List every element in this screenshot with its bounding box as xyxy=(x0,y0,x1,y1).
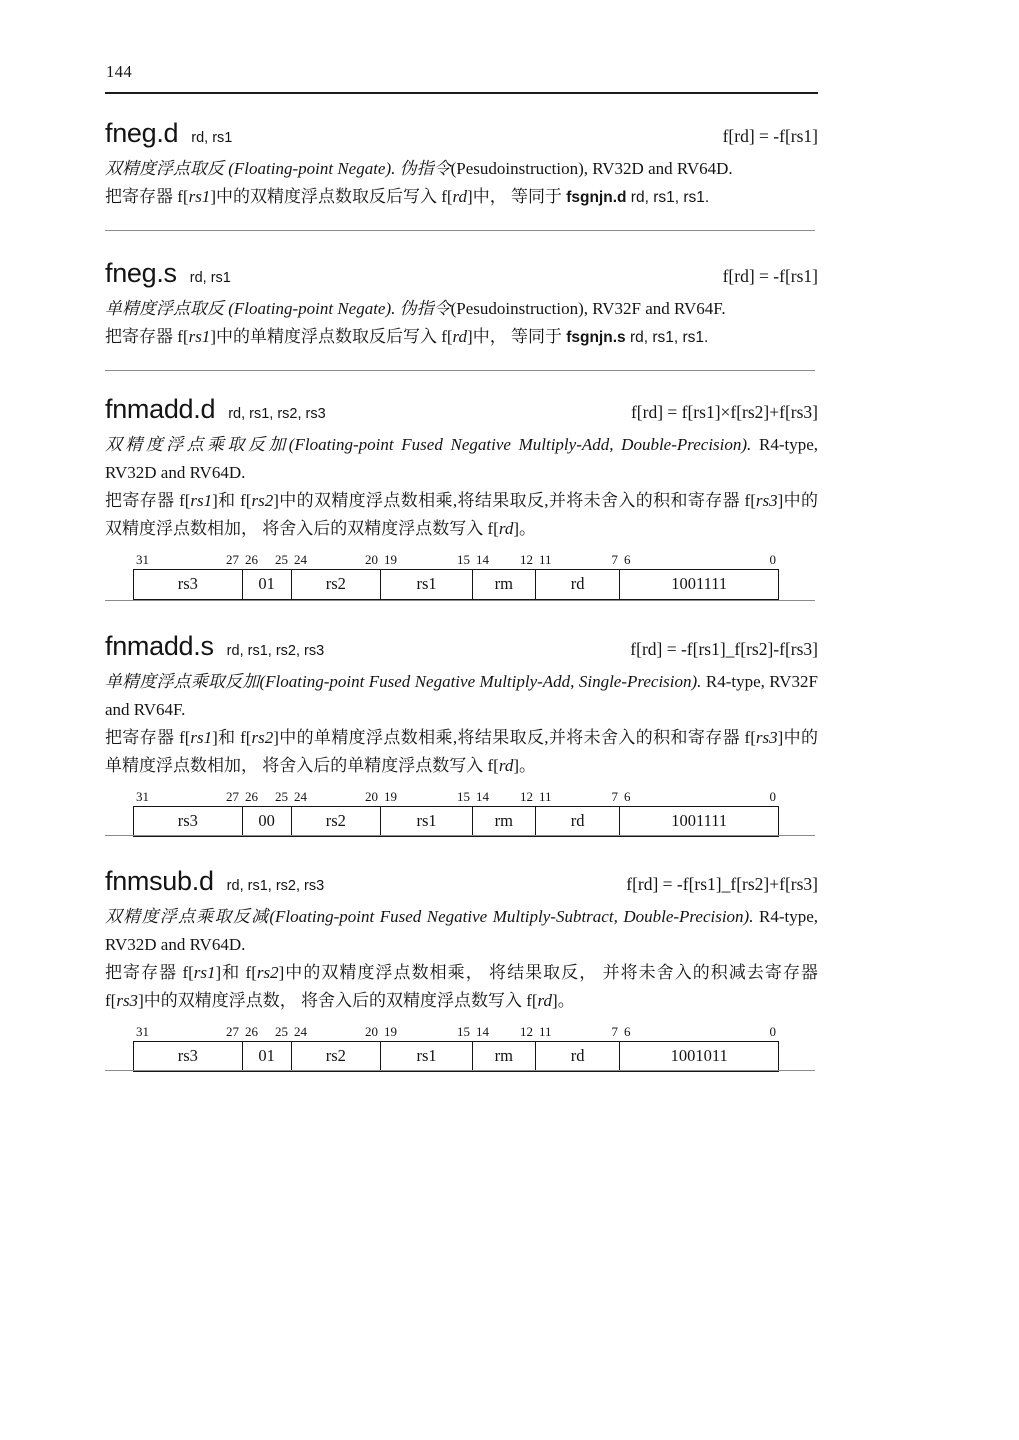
text-segment: R4-type, RV32D and RV64D. xyxy=(105,907,819,954)
bit-field-cell: rm xyxy=(473,570,536,599)
text-segment: ]。 xyxy=(513,519,536,538)
section-divider xyxy=(105,835,815,836)
text-segment: 双精度浮点取反 xyxy=(105,159,229,178)
bit-range-label xyxy=(473,552,536,569)
instruction-description xyxy=(105,295,818,323)
bit-index: 0 xyxy=(769,789,776,804)
bit-index: 24 xyxy=(294,552,307,567)
text-segment: rs1 xyxy=(188,327,211,346)
bit-field-cell: rs3 xyxy=(134,807,243,836)
bit-range-label xyxy=(621,552,779,569)
text-segment: (Floating-point Negate). xyxy=(228,299,396,318)
encoding-table xyxy=(133,552,779,600)
instruction-operands: rd, rs1 xyxy=(189,270,231,286)
text-segment: ]中的双精度浮点数， 将舍入后的双精度浮点数写入 f[ xyxy=(138,991,538,1010)
bit-index: 24 xyxy=(294,789,307,804)
text-segment: rs2 xyxy=(251,491,274,510)
instruction-semantics: f[rd] = -f[rs1] xyxy=(722,126,818,146)
bit-index: 26 xyxy=(245,552,258,567)
text-segment: R4-type, RV32D and RV64D. xyxy=(105,435,819,482)
text-segment: rd, rs1, rs1. xyxy=(625,329,709,346)
bit-index: 12 xyxy=(520,789,533,804)
text-segment: ]中的单精度浮点数相乘,将结果取反,并将未舍入的积和寄存器 f[ xyxy=(273,728,756,747)
instruction-operands: rd, rs1, rs2, rs3 xyxy=(228,406,326,422)
instruction-name: fneg.s xyxy=(105,258,177,288)
bit-field-cell: rs3 xyxy=(134,1042,243,1071)
bit-field-cell: rd xyxy=(536,1042,621,1071)
instruction-detail xyxy=(105,323,818,352)
bit-range-label xyxy=(621,789,779,806)
bit-index: 11 xyxy=(539,789,552,804)
instruction-detail xyxy=(105,487,818,543)
text-segment: R4-type, RV32F and RV64F. xyxy=(105,672,818,719)
bit-field-cell: rm xyxy=(473,1042,536,1071)
bit-index: 0 xyxy=(769,552,776,567)
instruction-operands: rd, rs1, rs2, rs3 xyxy=(226,878,325,894)
bit-index: 14 xyxy=(476,1024,489,1039)
bit-range-label xyxy=(291,1024,381,1041)
bit-index: 25 xyxy=(275,789,288,804)
bit-index-labels xyxy=(133,552,779,569)
instruction-section-fnmadd-d xyxy=(105,392,818,600)
text-segment: ]中的单精度浮点数相加， 将舍入后的单精度浮点数写入 f[ xyxy=(105,728,818,775)
bit-index: 31 xyxy=(136,552,149,567)
page-number: 144 xyxy=(106,62,133,81)
bit-index: 6 xyxy=(624,552,631,567)
text-segment: ]和 f[ xyxy=(212,728,252,747)
instruction-section-fnmadd-s xyxy=(105,629,818,837)
text-segment: (Floating-point Fused Negative Multiply-Add, Single-Precision). xyxy=(259,672,702,691)
bit-field-cell: rs2 xyxy=(292,570,382,599)
instruction-description xyxy=(105,431,818,487)
text-segment: rs1 xyxy=(188,187,211,206)
bit-range-label xyxy=(133,1024,242,1041)
encoding-table xyxy=(133,789,779,837)
bit-index: 19 xyxy=(384,552,397,567)
instruction-operands: rd, rs1 xyxy=(191,130,233,146)
bit-field-cell: 1001011 xyxy=(670,1046,728,1065)
bit-range-label xyxy=(536,789,621,806)
bit-index: 0 xyxy=(769,1024,776,1039)
bit-range-label xyxy=(242,552,291,569)
text-segment: rs3 xyxy=(116,991,139,1010)
bit-range-label xyxy=(381,1024,473,1041)
text-segment: ]中的双精度浮点数取反后写入 f[ xyxy=(210,187,453,206)
bit-field-cell: rm xyxy=(473,807,536,836)
bit-index: 6 xyxy=(624,789,631,804)
section-divider xyxy=(105,600,815,601)
instruction-section-fneg-s xyxy=(105,256,818,352)
instruction-semantics: f[rd] = -f[rs1] xyxy=(722,266,818,286)
bit-index-labels xyxy=(133,789,779,806)
bit-field-cell: rs2 xyxy=(292,1042,382,1071)
instruction-name: fneg.d xyxy=(105,118,179,148)
text-segment: 单精度浮点乘取反加 xyxy=(105,672,260,691)
bit-index: 20 xyxy=(365,1024,378,1039)
text-segment: rs3 xyxy=(755,491,778,510)
bit-index-labels xyxy=(133,1024,779,1041)
bit-index: 14 xyxy=(476,552,489,567)
text-segment: (Pesudoinstruction), RV32D and RV64D. xyxy=(450,159,733,178)
bit-index: 31 xyxy=(136,789,149,804)
bit-index: 26 xyxy=(245,789,258,804)
text-segment: rs3 xyxy=(755,728,778,747)
text-segment: 单精度浮点取反 xyxy=(105,299,229,318)
text-segment: fsgnjn.s xyxy=(566,329,626,346)
text-segment: (Pesudoinstruction), RV32F and RV64F. xyxy=(450,299,726,318)
instruction-header xyxy=(105,629,818,663)
bit-field-cell: rs1 xyxy=(381,807,473,836)
bit-index: 27 xyxy=(226,552,239,567)
text-segment: ]中的双精度浮点数相乘,将结果取反,并将未舍入的积和寄存器 f[ xyxy=(273,491,756,510)
text-segment: rs2 xyxy=(256,963,279,982)
section-divider xyxy=(105,370,815,371)
bit-index: 19 xyxy=(384,1024,397,1039)
instruction-header xyxy=(105,116,818,150)
instruction-description xyxy=(105,668,818,724)
text-segment: rs1 xyxy=(190,491,213,510)
text-segment: rd xyxy=(452,187,468,206)
instruction-detail xyxy=(105,183,818,212)
bit-field-row xyxy=(133,806,779,837)
bit-range-label xyxy=(133,552,242,569)
bit-index: 31 xyxy=(136,1024,149,1039)
bit-index: 20 xyxy=(365,789,378,804)
bit-field-cell: rd xyxy=(536,807,621,836)
instruction-detail xyxy=(105,724,818,780)
text-segment: ]中的双精度浮点数相加， 将舍入后的双精度浮点数写入 f[ xyxy=(105,491,818,538)
bit-index: 7 xyxy=(611,1024,618,1039)
text-segment: rd xyxy=(498,519,514,538)
instruction-semantics: f[rd] = -f[rs1]_f[rs2]-f[rs3] xyxy=(630,639,818,659)
text-segment: rs2 xyxy=(251,728,274,747)
instruction-description xyxy=(105,155,818,183)
instruction-name: fnmadd.d xyxy=(105,394,216,424)
text-segment: ]和 f[ xyxy=(215,963,257,982)
bit-range-label xyxy=(473,789,536,806)
bit-index: 12 xyxy=(520,1024,533,1039)
bit-field-cell: rs1 xyxy=(381,570,473,599)
text-segment: (Floating-point Fused Negative Multiply-Subtract, Double-Precision). xyxy=(269,907,754,926)
header-rule xyxy=(105,92,818,94)
bit-range-label xyxy=(381,552,473,569)
bit-field-cell: rs1 xyxy=(381,1042,473,1071)
instruction-operands: rd, rs1, rs2, rs3 xyxy=(226,643,325,659)
text-segment: ]。 xyxy=(513,756,536,775)
text-segment: ]中的单精度浮点数取反后写入 f[ xyxy=(210,327,453,346)
text-segment: ]中的双精度浮点数相乘， 将结果取反， 并将未舍入的积减去寄存器 f[ xyxy=(105,963,818,1010)
bit-index: 25 xyxy=(275,1024,288,1039)
instruction-header xyxy=(105,392,818,426)
bit-range-label xyxy=(621,1024,779,1041)
bit-index: 7 xyxy=(611,789,618,804)
text-segment: ]中， 等同于 xyxy=(467,187,567,206)
bit-range-label xyxy=(536,1024,621,1041)
section-divider xyxy=(105,230,815,231)
instruction-detail xyxy=(105,959,818,1015)
text-segment: ]中， 等同于 xyxy=(467,327,567,346)
text-segment: ]和 f[ xyxy=(212,491,252,510)
bit-index: 12 xyxy=(520,552,533,567)
bit-index: 19 xyxy=(384,789,397,804)
bit-index: 6 xyxy=(624,1024,631,1039)
bit-range-label xyxy=(242,1024,291,1041)
bit-field-cell: 01 xyxy=(243,1042,292,1071)
bit-index: 11 xyxy=(539,1024,552,1039)
bit-range-label xyxy=(473,1024,536,1041)
text-segment: ]。 xyxy=(552,991,575,1010)
instruction-semantics: f[rd] = -f[rs1]_f[rs2]+f[rs3] xyxy=(626,874,818,894)
bit-index: 15 xyxy=(457,552,470,567)
bit-range-label xyxy=(242,789,291,806)
instruction-section-fnmsub-d xyxy=(105,864,818,1072)
bit-index: 25 xyxy=(275,552,288,567)
text-segment: rd xyxy=(537,991,553,1010)
text-segment: 把寄存器 f[ xyxy=(105,327,189,346)
bit-index: 27 xyxy=(226,1024,239,1039)
instruction-description xyxy=(105,903,818,959)
bit-field-row xyxy=(133,1041,779,1072)
text-segment: 把寄存器 f[ xyxy=(105,187,189,206)
section-divider xyxy=(105,1070,815,1071)
text-segment: rd xyxy=(498,756,514,775)
text-segment: 伪指令 xyxy=(399,159,451,178)
text-segment: rd, rs1, rs1. xyxy=(626,189,710,206)
bit-field-cell: 1001111 xyxy=(671,574,728,593)
text-segment: 把寄存器 f[ xyxy=(105,963,194,982)
bit-range-label xyxy=(291,789,381,806)
text-segment: 把寄存器 f[ xyxy=(105,728,191,747)
bit-index: 20 xyxy=(365,552,378,567)
bit-index: 14 xyxy=(476,789,489,804)
instruction-section-fneg-d xyxy=(105,116,818,212)
text-segment: rd xyxy=(452,327,468,346)
instruction-name: fnmsub.d xyxy=(105,866,214,896)
bit-range-label xyxy=(291,552,381,569)
bit-index: 7 xyxy=(611,552,618,567)
text-segment: (Floating-point Fused Negative Multiply-Add, Double-Precision). xyxy=(288,435,752,454)
bit-field-cell: 1001111 xyxy=(671,811,728,830)
instruction-name: fnmadd.s xyxy=(105,631,214,661)
text-segment: fsgnjn.d xyxy=(566,189,627,206)
bit-index: 26 xyxy=(245,1024,258,1039)
bit-field-cell: rd xyxy=(536,570,621,599)
text-segment: 把寄存器 f[ xyxy=(105,491,191,510)
text-segment: rs1 xyxy=(193,963,216,982)
bit-field-cell: rs2 xyxy=(292,807,382,836)
bit-field-row xyxy=(133,569,779,600)
bit-range-label xyxy=(536,552,621,569)
text-segment: 双精度浮点乘取反加 xyxy=(105,435,289,454)
bit-index: 15 xyxy=(457,1024,470,1039)
bit-field-cell: 01 xyxy=(243,570,292,599)
bit-index: 27 xyxy=(226,789,239,804)
text-segment: 伪指令 xyxy=(399,299,451,318)
bit-index: 15 xyxy=(457,789,470,804)
bit-index: 11 xyxy=(539,552,552,567)
instruction-header xyxy=(105,256,818,290)
text-segment: (Floating-point Negate). xyxy=(228,159,396,178)
bit-index: 24 xyxy=(294,1024,307,1039)
instruction-header xyxy=(105,864,818,898)
bit-range-label xyxy=(381,789,473,806)
bit-range-label xyxy=(133,789,242,806)
text-segment: 双精度浮点乘取反减 xyxy=(105,907,270,926)
bit-field-cell: 00 xyxy=(243,807,292,836)
text-segment: rs1 xyxy=(190,728,213,747)
bit-field-cell: rs3 xyxy=(134,570,243,599)
encoding-table xyxy=(133,1024,779,1072)
instruction-semantics: f[rd] = f[rs1]×f[rs2]+f[rs3] xyxy=(630,402,818,422)
